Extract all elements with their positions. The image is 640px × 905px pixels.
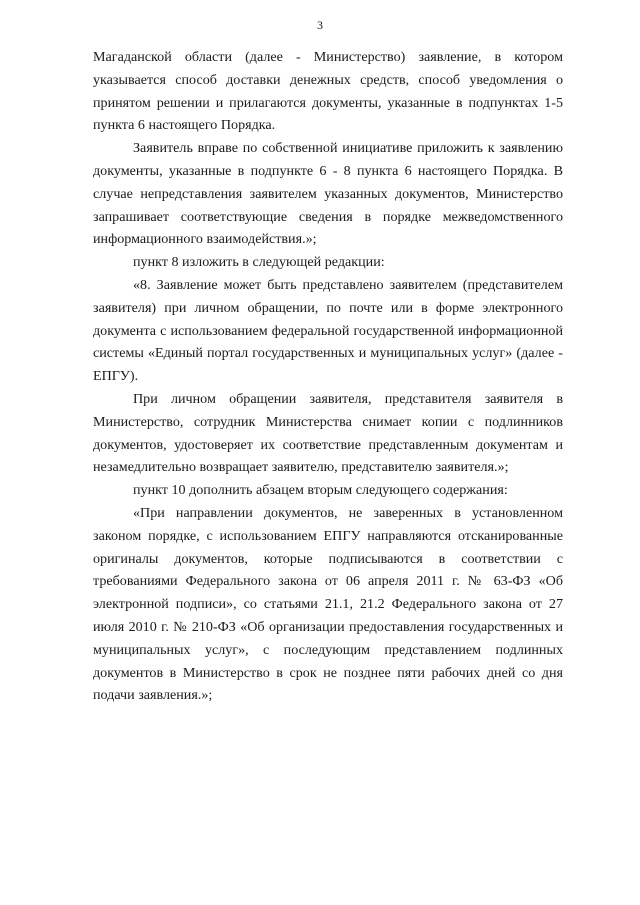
document-body (93, 46, 563, 707)
paragraph: Магаданской области (далее - Министерство) заявление, в котором указывается способ доставки денежных средств, способ уведомления о принятом решении и прилагаются документы, указанные в подпунктах 1-5 пункта 6 настоящего Порядка. (93, 49, 563, 134)
paragraph: пункт 10 дополнить абзацем вторым следующего содержания: (133, 482, 508, 499)
paragraph: пункт 8 изложить в следующей редакции: (133, 254, 385, 271)
paragraph: Заявитель вправе по собственной инициативе приложить к заявлению документы, указанные в подпункте 6 - 8 пункта 6 настоящего Порядка. В случае непредставления заявителем указанных документов, Министерство запрашивает соответствующие сведения в порядке межведомственного информационного взаимодействия.»; (93, 140, 563, 248)
paragraph: «При направлении документов, не заверенных в установленном законом порядке, с использованием ЕПГУ направляются отсканированные оригиналы документов, которые подписываются в соответствии с требованиями Федерального закона от 06 апреля 2011 г. № 63-ФЗ «Об электронной подписи», со статьями 21.1, 21.2 Федерального закона от 27 июля 2010 г. № 210-ФЗ «Об организации предоставления государственных и муниципальных услуг», с последующим представлением подлинных документов в Министерство в срок не позднее пяти рабочих дней со дня подачи заявления.»; (93, 504, 563, 704)
paragraph: «8. Заявление может быть представлено заявителем (представителем заявителя) при личном обращении, по почте или в форме электронного документа с использованием федеральной государственной информационной системы «Единый портал государственных и муниципальных услуг» (далее - ЕПГУ). (93, 276, 563, 385)
paragraph: При личном обращении заявителя, представителя заявителя в Министерство, сотрудник Министерства снимает копии с подлинников документов, удостоверяет их соответствие представленным документам и незамедлительно возвращает заявителю, представителю заявителя.»; (93, 390, 563, 476)
page-number: 3 (317, 18, 323, 32)
